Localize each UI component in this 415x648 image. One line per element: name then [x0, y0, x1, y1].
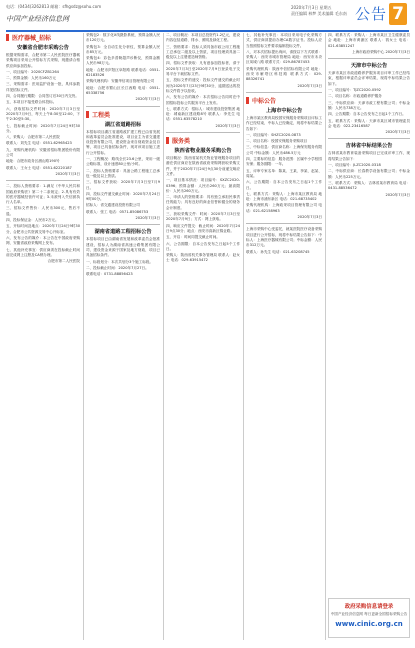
- article-paragraph: 四、响应文件提交：截止时间：2020年7月24日9点30分；地点：西安市高新区锦业路。: [166, 223, 240, 233]
- section-marker-icon: [86, 111, 89, 118]
- article-paragraph: 采购包3：全自动生化分析仪，预算金额人民币85万元。: [86, 44, 160, 54]
- article-paragraph: 联系人：孙先生 电话：021-63208745: [246, 249, 310, 254]
- promo-headline: 政府采购信息请登录: [344, 604, 394, 610]
- article-signature: 2020年7月3日: [297, 215, 322, 220]
- article-signature: 2020年7月3日: [55, 171, 80, 176]
- article-paragraph: 本招标项目湖江省道路改扩建工程已由省发展和改革委员会批准建设，项目业主为省交通建设投资有限公司，建设资金来自财政资金及自筹，项目已具备招标条件，现对该项目施工进行公开招标。: [86, 129, 160, 155]
- section-heading-text: 中标公告: [252, 97, 277, 105]
- article-paragraph: 上海市采购中心受委托，就某医院医疗设备采购项目进行公开招标，现将中标结果公告如下：中标人：上海医疗器械有限公司；中标金额：人民币312万元。: [246, 227, 322, 248]
- article-signature: 2020年7月3日: [385, 130, 410, 135]
- article-paragraph: 一、项目编号：SHZC2020-0873: [246, 132, 301, 137]
- column-divider: [83, 33, 84, 640]
- article-paragraph: 六、发布公告的媒介：本次招标公告同时在中国招标投标公共服务平台上发布。: [166, 95, 240, 105]
- page-number-badge: 7: [389, 3, 407, 25]
- article-paragraph: 七、联系方式：招标人：城市建设投资集团 地址：城南新区建设路8号 联系人：李先生 电话：0551-63578210: [166, 106, 240, 122]
- article-paragraph: 四、投标文件递交截止时间：2020年7月24日9时00分。: [86, 191, 160, 202]
- article-paragraph: 七、投标截止时间：2020年7月24日9时30分。: [6, 123, 80, 133]
- article-paragraph: 采购包2：数字化X线摄影系统，预算金额人民币120万元。: [86, 33, 160, 43]
- column-5: [328, 33, 410, 594]
- article-divider: [86, 106, 160, 107]
- article-title: 安徽省合肥市采购公告: [17, 45, 69, 51]
- article-paragraph: 二、项目名称：市政道路养护服务: [328, 94, 382, 99]
- article-signature: 2020年7月3日: [135, 97, 160, 102]
- section-heading-text: 工程类: [92, 111, 111, 119]
- article-paragraph: 四、公告期限：自本公告发布之日起1个工作日。: [328, 112, 406, 117]
- article-title: 天津市中标公告: [350, 63, 388, 70]
- section-heading-text: 医疗器械_招标: [12, 35, 52, 42]
- article-signature: 合肥市第二人民医院: [47, 259, 80, 264]
- article-paragraph: 吉林省某市教育装备采购项目已完成评审工作，现将结果公告如下：: [328, 151, 410, 161]
- article-paragraph: 地址：合肥市庐阳区阜阳路 联系电话：0551-62183526: [86, 67, 160, 78]
- contact-info: 电话：(0434)3262813 邮箱：sfhgsdz@sohu.com: [6, 4, 102, 9]
- article-paragraph: 四、主要标的信息：服务范围：区属中小学校园安保；服务期限：一年。: [246, 157, 322, 167]
- article-paragraph: 六、发布公告的媒介：本公告在中国政府采购网、安徽省政府采购网上发布。: [6, 235, 80, 246]
- article-paragraph: 五、联系方式：采购人：天津市某区城市管理委员会 电话：022-23416587: [328, 118, 410, 128]
- column-divider: [243, 33, 244, 640]
- masthead: [6, 2, 409, 30]
- promo-box[interactable]: [328, 598, 410, 638]
- article-paragraph: 八、采购人：合肥市第二人民医院: [6, 135, 60, 140]
- article-divider: [86, 224, 160, 225]
- article-paragraph: 三、联系方式：采购人：吉林省某市教育局 电话：0431-88536472: [328, 180, 410, 191]
- article-paragraph: 采购人：陕西省机关事务管理局 联系人：赵女士 电话：029-63915472: [166, 253, 240, 263]
- article-paragraph: 上海市某区教育局校园安保服务采购项目评标工作已经结束，中标人已经确定，现将中标结果公告如下：: [246, 115, 322, 131]
- article-signature: 2020年7月3日: [135, 216, 160, 221]
- article-paragraph: 采购代理机构：陕西中信招标有限公司 地址：西安市雁塔区科技路 联系方式：029-88326741: [246, 66, 322, 82]
- article-signature: 上海市政府采购中心 2020年7月3日: [352, 49, 410, 54]
- article-paragraph: 一、项目编号：JLZC2020-0318: [328, 163, 381, 168]
- article-paragraph: 二、项目概况：本项目总投资约1.2亿元，建设内容包括道路、排水、照明及绿化工程。: [166, 33, 240, 43]
- article-signature: 2020年7月3日: [297, 83, 322, 88]
- article-paragraph: 三、中标信息：供应商名称：上海保安服务有限公司 中标金额：人民币486.5万元: [246, 145, 322, 155]
- article-paragraph: 根据采购需求，合肥市第二人民医院医疗器械采购项目采用公开招标方式采购，现邀请合格供应商参加投标。: [6, 53, 80, 68]
- article-paragraph: 三、招标文件售价：人民币300元，售后不退。: [6, 206, 80, 216]
- article-paragraph: 七、其他补充事宜：供应商须在投标截止时间前完成网上注册及CA锁办理。: [6, 247, 80, 257]
- article-paragraph: 项目概况：陕西省某机关物业管理服务项目的潜在供应商应在陕西省政府采购网获取采购文件，并于2020年7月24日9点30分前递交响应文件。: [166, 156, 240, 176]
- article-paragraph: 三、招标文件获取：2020年7月3日至7月9日。: [86, 180, 160, 190]
- article-title: 湖江省道路招标: [104, 121, 142, 128]
- issue-meta: 2020年7月3日 星期五 责任编辑 林梦 美术编辑 毛东南: [291, 5, 347, 16]
- column-3: [166, 33, 240, 642]
- article-paragraph: 联系电话：0731-88856423: [86, 272, 133, 277]
- article-divider: [246, 92, 322, 93]
- section-marker-icon: [6, 34, 9, 41]
- article-paragraph: 八、对本次招标提出询问，请按以下方式联系：采购人：西安市城市管理局 地址：西安市未央区凤城八路 联系方式：029-86787453: [246, 49, 322, 65]
- article-paragraph: 二、投标人资格要求：1.满足《中华人民共和国政府采购法》第二十二条规定；2.具有有效的医疗器械经营许可证；3.未被列入失信被执行人名单。: [6, 184, 80, 205]
- article-signature: 2020年7月3日: [385, 192, 410, 197]
- article-paragraph: 采购代理机构：上海政采项目管理有限公司 电话：021-62158963: [246, 203, 322, 213]
- article-paragraph: 四、合同履行期限：合同签订后30日内交货。: [6, 94, 79, 99]
- article-divider: [6, 180, 80, 181]
- article-paragraph: 联系人：张工 电话：0571-85086753: [86, 209, 149, 214]
- article-paragraph: 二、项目名称：校园安保服务采购项目: [246, 139, 308, 144]
- article-paragraph: 一、项目基本情况：项目编号：SXZC2020-0396；预算金额：人民币260万元；最高限价：人民币260万元。: [166, 178, 240, 193]
- column-1: [6, 33, 80, 642]
- paper-logo: 中国产业经济信息网: [6, 15, 69, 23]
- article-paragraph: 一、项目编号：TJZC2020-0592: [328, 88, 381, 93]
- article-paragraph: 地址：合肥市蜀山区长江西路 电话：0551-65338756: [86, 85, 160, 95]
- article-paragraph: 二、投标人资格要求：具备公路工程施工总承包一级及以上资质。: [86, 168, 160, 178]
- promo-website-link[interactable]: www.cinic.org.cn: [335, 620, 403, 628]
- article-paragraph: 一、标段划分：本次共划分3个施工标段。: [86, 259, 153, 264]
- masthead-rule: [6, 30, 409, 32]
- article-paragraph: 五、评审专家名单：陈某、王某、李某、赵某、周某。: [246, 168, 322, 178]
- section-heading: [246, 96, 322, 105]
- article-paragraph: 四、招标文件获取：凡有意参加投标者，请于2020年7月3日至2020年7月9日登录电子交易平台下载招标文件。: [166, 61, 240, 77]
- article-paragraph: 联系人：刘先生 电话：0551-62965423: [6, 141, 72, 146]
- article-paragraph: 七、其他补充事宜：本项目采用电子化采购方式，供应商须提前办理CA数字证书。投标人应当按照招标文件要求编制投标文件。: [246, 33, 322, 48]
- article-divider: [328, 138, 410, 139]
- article-paragraph: 六、公告期限：自本公告发布之日起5个工作日。: [166, 241, 240, 251]
- column-divider: [325, 33, 326, 640]
- article-paragraph: 六、获取招标文件时间：2020年7月3日至2020年7月9日，每天上午8:30至12:00，下午2:30至5:30。: [6, 106, 80, 122]
- article-signature: 2020年7月3日: [215, 123, 240, 128]
- article-divider: [166, 132, 240, 133]
- article-divider: [246, 223, 322, 224]
- article-paragraph: 一、工程概况：路线全长23.6公里，采用一级公路标准，设计速度80公里/小时。: [86, 157, 160, 167]
- article-paragraph: 七、联系方式：采购人：上海市某区教育局 地址：上海市浦东新区 电话：021-68735402: [246, 191, 322, 202]
- article-paragraph: 五、开启：时间同提交截止时间。: [166, 235, 220, 240]
- article-paragraph: 五、本项目不接受联合体投标。: [6, 100, 57, 105]
- article-paragraph: 招标人：省交通建设投资有限公司: [86, 203, 140, 208]
- article-paragraph: 采购代理机构：安徽华信项目管理有限公司: [86, 79, 155, 84]
- article-paragraph: 采购包4：彩色多普勒超声诊断仪，预算金额人民币98万元。: [86, 56, 160, 66]
- article-paragraph: 三、采购需求：医用监护设备一批，具体参数详见招标文件。: [6, 82, 80, 92]
- article-paragraph: 五、开标时间及地点：2020年7月24日9时30分，合肥市公共资源交易中心开标室。: [6, 224, 80, 234]
- article-paragraph: 四、投标保证金：人民币2万元。: [6, 218, 59, 223]
- article-title: 吉林省中标结果公告: [345, 143, 393, 150]
- section-title: 公告: [354, 5, 387, 23]
- article-paragraph: 三、资格要求：投标人须具备市政公用工程施工总承包二级及以上资质，项目经理须具备二级及以上注册建造师资格。: [166, 44, 240, 60]
- section-heading-text: 服务类: [172, 138, 191, 146]
- article-paragraph: 二、申请人的资格要求：具有独立承担民事责任的能力；具有良好的商业信誉和健全的财务会计制度。: [166, 195, 240, 210]
- article-paragraph: 六、公告期限：自本公告发布之日起1个工作日。: [246, 180, 322, 190]
- article-paragraph: 九、采购代理机构：安徽省招标集团股份有限公司: [6, 147, 80, 158]
- article-paragraph: 四、联系方式：采购人：上海市某区卫生健康委员会 地址：上海市黄浦区 联系人：钱女士 电话：021-63851247: [328, 33, 410, 48]
- column-divider: [163, 33, 164, 640]
- section-marker-icon: [166, 137, 169, 144]
- article-paragraph: 二、中标供应商：长春教学设备有限公司；中标金额：人民币225万元。: [328, 169, 410, 179]
- article-paragraph: 五、投标文件的递交：投标文件递交的截止时间为2020年7月23日9时30分，逾期送达的投标文件将予以拒收。: [166, 78, 240, 93]
- article-title: 陕西省物业服务采购公告: [174, 148, 232, 155]
- article-title: 湖南省道路工程招标公告: [94, 229, 152, 236]
- article-paragraph: 本招标项目已由湖南省发展和改革委员会批准建设，招标人为湖南省高速公路集团有限公司，建设资金来源于国家及地方财政，项目已具备招标条件。: [86, 237, 160, 258]
- section-marker-icon: [246, 97, 249, 104]
- article-divider: [328, 58, 410, 59]
- column-2: [86, 33, 160, 642]
- article-paragraph: 二、预算金额：人民币160万元: [6, 76, 56, 81]
- article-paragraph: 二、投标截止时间：2020年7月27日。: [86, 265, 149, 270]
- article-paragraph: 地址：合肥市政务区潜山路190号: [6, 159, 60, 164]
- section-heading: [166, 136, 240, 145]
- article-paragraph: 天津市某区市政道路养护服务项目评审工作已经结束，根据评审委员会评审结果，现将中标结果公告如下。: [328, 71, 410, 86]
- article-paragraph: 联系人：王女士 电话：0551-62220187: [6, 165, 72, 170]
- article-title: 上海市中标公告: [265, 107, 303, 114]
- article-paragraph: 一、项目编号：2020CFZB1264: [6, 69, 59, 74]
- article-paragraph: 三、获取采购文件：时间：2020年7月3日至2020年7月9日；方式：网上获取。: [166, 212, 240, 222]
- column-4: [246, 33, 322, 642]
- section-heading: [6, 33, 80, 42]
- article-paragraph: 三、中标供应商：天津市政工程有限公司；中标金额：人民币738万元。: [328, 100, 410, 110]
- section-heading: [86, 110, 160, 119]
- promo-text: 中国产业经济信息网 每日更新全国招标采购公告: [330, 612, 408, 616]
